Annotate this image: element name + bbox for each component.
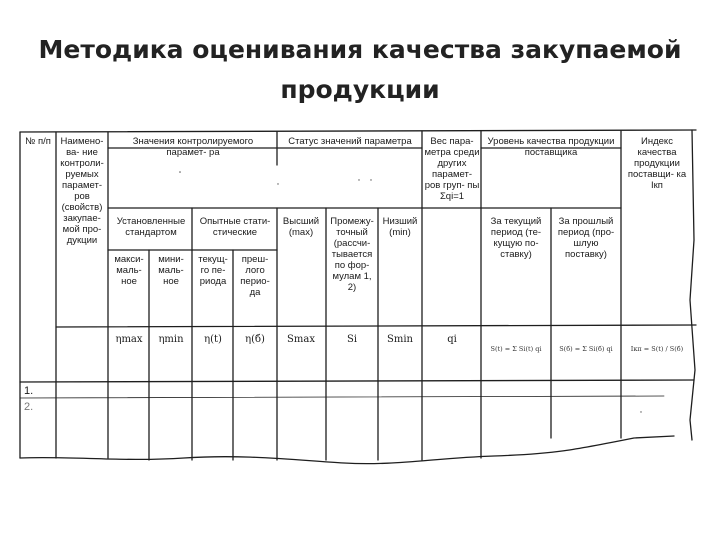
symbol-s-i: Si bbox=[346, 334, 358, 345]
slide-title: Методика оценивания качества закупаемой продукции bbox=[38, 35, 682, 104]
header-lowest: Низший (min) bbox=[382, 216, 418, 238]
header-highest: Высший (max) bbox=[282, 216, 320, 238]
symbol-q-i: qi bbox=[447, 334, 457, 345]
header-weight: Вес пара- метра среди других парамет- ров груп- пы Σqi=1 bbox=[424, 136, 480, 202]
header-prev: преш- лого перио- да bbox=[240, 254, 270, 298]
quality-assessment-table bbox=[14, 120, 698, 476]
formula-level-past: S(б) = Σ Si(б) qi bbox=[559, 345, 613, 353]
table-grid bbox=[14, 120, 698, 476]
header-past-period: За прошлый период (про- шлую поставку) bbox=[557, 216, 615, 260]
symbol-eta-b: η(б) bbox=[245, 334, 265, 345]
formula-index: Iкп = S(t) / S(б) bbox=[630, 345, 684, 353]
header-parameter-name: Наимено- ва- ние контроли- руемых парамет- ров (свойств) закупае- мой про- дукции bbox=[60, 136, 104, 246]
header-quality-group: Уровень качества продукции поставщика bbox=[487, 136, 615, 158]
header-experimental: Опытные стати- стические bbox=[199, 216, 271, 238]
header-standard: Установленные стандартом bbox=[116, 216, 186, 238]
symbol-s-max: Smax bbox=[287, 334, 315, 345]
header-index: Индекс качества продукции поставщи- ка Iкп bbox=[627, 136, 687, 191]
header-current-period: За текущий период (те- кущую по- ставку) bbox=[490, 216, 542, 260]
header-min: мини- маль- ное bbox=[158, 254, 184, 287]
symbol-eta-t: η(t) bbox=[204, 334, 222, 345]
row-number-1: 1. bbox=[24, 385, 34, 397]
header-values-group: Значения контролируемого парамет- ра bbox=[132, 136, 254, 158]
symbol-eta-max: ηmax bbox=[115, 334, 143, 345]
formula-level-current: S(t) = Σ Si(t) qi bbox=[490, 345, 542, 353]
row-number-2: 2. bbox=[24, 401, 34, 413]
header-intermediate: Промежу- точный (рассчи- тывается по фор- мулам 1, 2) bbox=[330, 216, 374, 293]
header-max: макси- маль- ное bbox=[114, 254, 144, 287]
symbol-s-min: Smin bbox=[387, 334, 413, 345]
header-status-group: Статус значений параметра bbox=[288, 136, 412, 147]
header-num: № п/п bbox=[25, 136, 51, 147]
symbol-eta-min: ηmin bbox=[158, 334, 184, 345]
header-current: текущ- го пе- риода bbox=[198, 254, 228, 287]
